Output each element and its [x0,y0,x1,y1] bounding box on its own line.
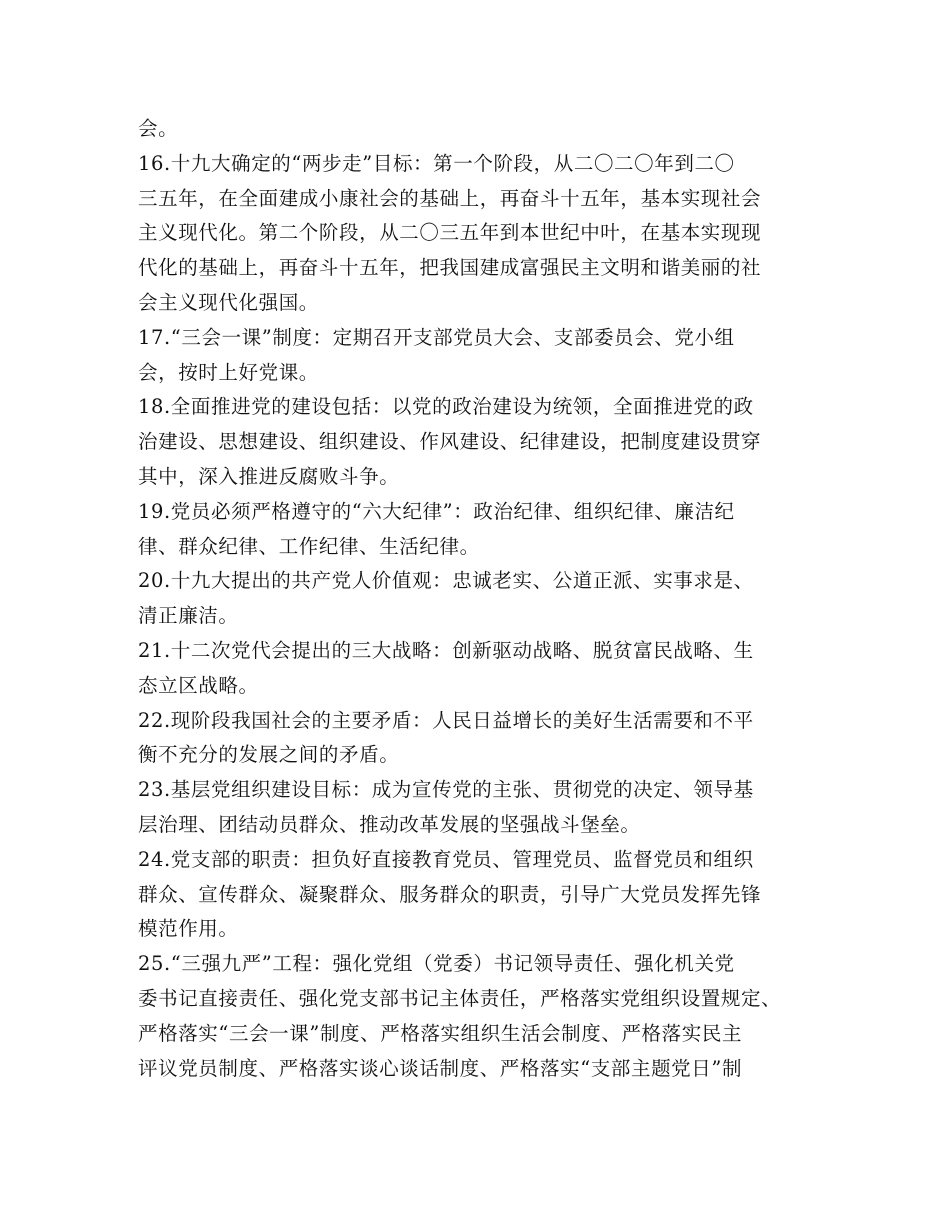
text-line: 会。 [138,117,179,140]
text-line: 会，按时上好党课。 [138,360,319,384]
text-line: 21.十二次党代会提出的三大战略：创新驱动战略、脱贫富民战略、生 [138,638,754,662]
text-line: 17.“三会一课”制度：定期召开支部党员大会、支部委员会、党小组 [138,325,735,349]
text-line: 层治理、团结动员群众、推动改革发展的坚强战斗堡垒。 [138,812,641,836]
text-line: 22.现阶段我国社会的主要矛盾：人民日益增长的美好生活需要和不平 [138,708,754,732]
text-line: 18.全面推进党的建设包括：以党的政治建设为统领，全面推进党的政 [138,395,754,419]
text-line: 治建设、思想建设、组织建设、作风建设、纪律建设，把制度建设贯穿 [138,430,762,454]
text-line: 委书记直接责任、强化党支部书记主体责任，严格落实党组织设置规定、 [138,986,782,1010]
text-line: 衡不充分的发展之间的矛盾。 [138,743,400,767]
text-line: 律、群众纪律、工作纪律、生活纪律。 [138,534,480,558]
text-line: 24.党支部的职责：担负好直接教育党员、管理党员、监督党员和组织 [138,847,754,871]
text-line: 态立区战略。 [138,673,259,697]
text-line: 主义现代化。第二个阶段，从二〇三五年到本世纪中叶，在基本实现现 [138,221,762,245]
text-line: 19.党员必须严格遵守的“六大纪律”：政治纪律、组织纪律、廉洁纪 [138,499,735,523]
text-line: 群众、宣传群众、凝聚群众、服务群众的职责，引导广大党员发挥先锋 [138,882,762,906]
document-body [138,112,818,1086]
text-line: 严格落实“三会一课”制度、严格落实组织生活会制度、严格落实民主 [138,1021,743,1045]
text-line: 23.基层党组织建设目标：成为宣传党的主张、贯彻党的决定、领导基 [138,778,754,802]
text-line: 20.十九大提出的共产党人价值观：忠诚老实、公道正派、实事求是、 [138,569,754,593]
text-line: 会主义现代化强国。 [138,290,319,314]
text-line: 评议党员制度、严格落实谈心谈话制度、严格落实“支部主题党日”制 [138,1056,743,1080]
text-line: 25.“三强九严”工程：强化党组（党委）书记领导责任、强化机关党 [138,952,735,976]
text-line: 代化的基础上，再奋斗十五年，把我国建成富强民主文明和谐美丽的社 [138,256,762,280]
text-line: 其中，深入推进反腐败斗争。 [138,464,400,488]
text-line: 16.十九大确定的“两步走”目标：第一个阶段，从二〇二〇年到二〇 [138,151,735,175]
text-line: 清正廉洁。 [138,604,239,628]
text-line: 模范作用。 [138,917,239,941]
text-line: 三五年，在全面建成小康社会的基础上，再奋斗十五年，基本实现社会 [138,186,762,210]
